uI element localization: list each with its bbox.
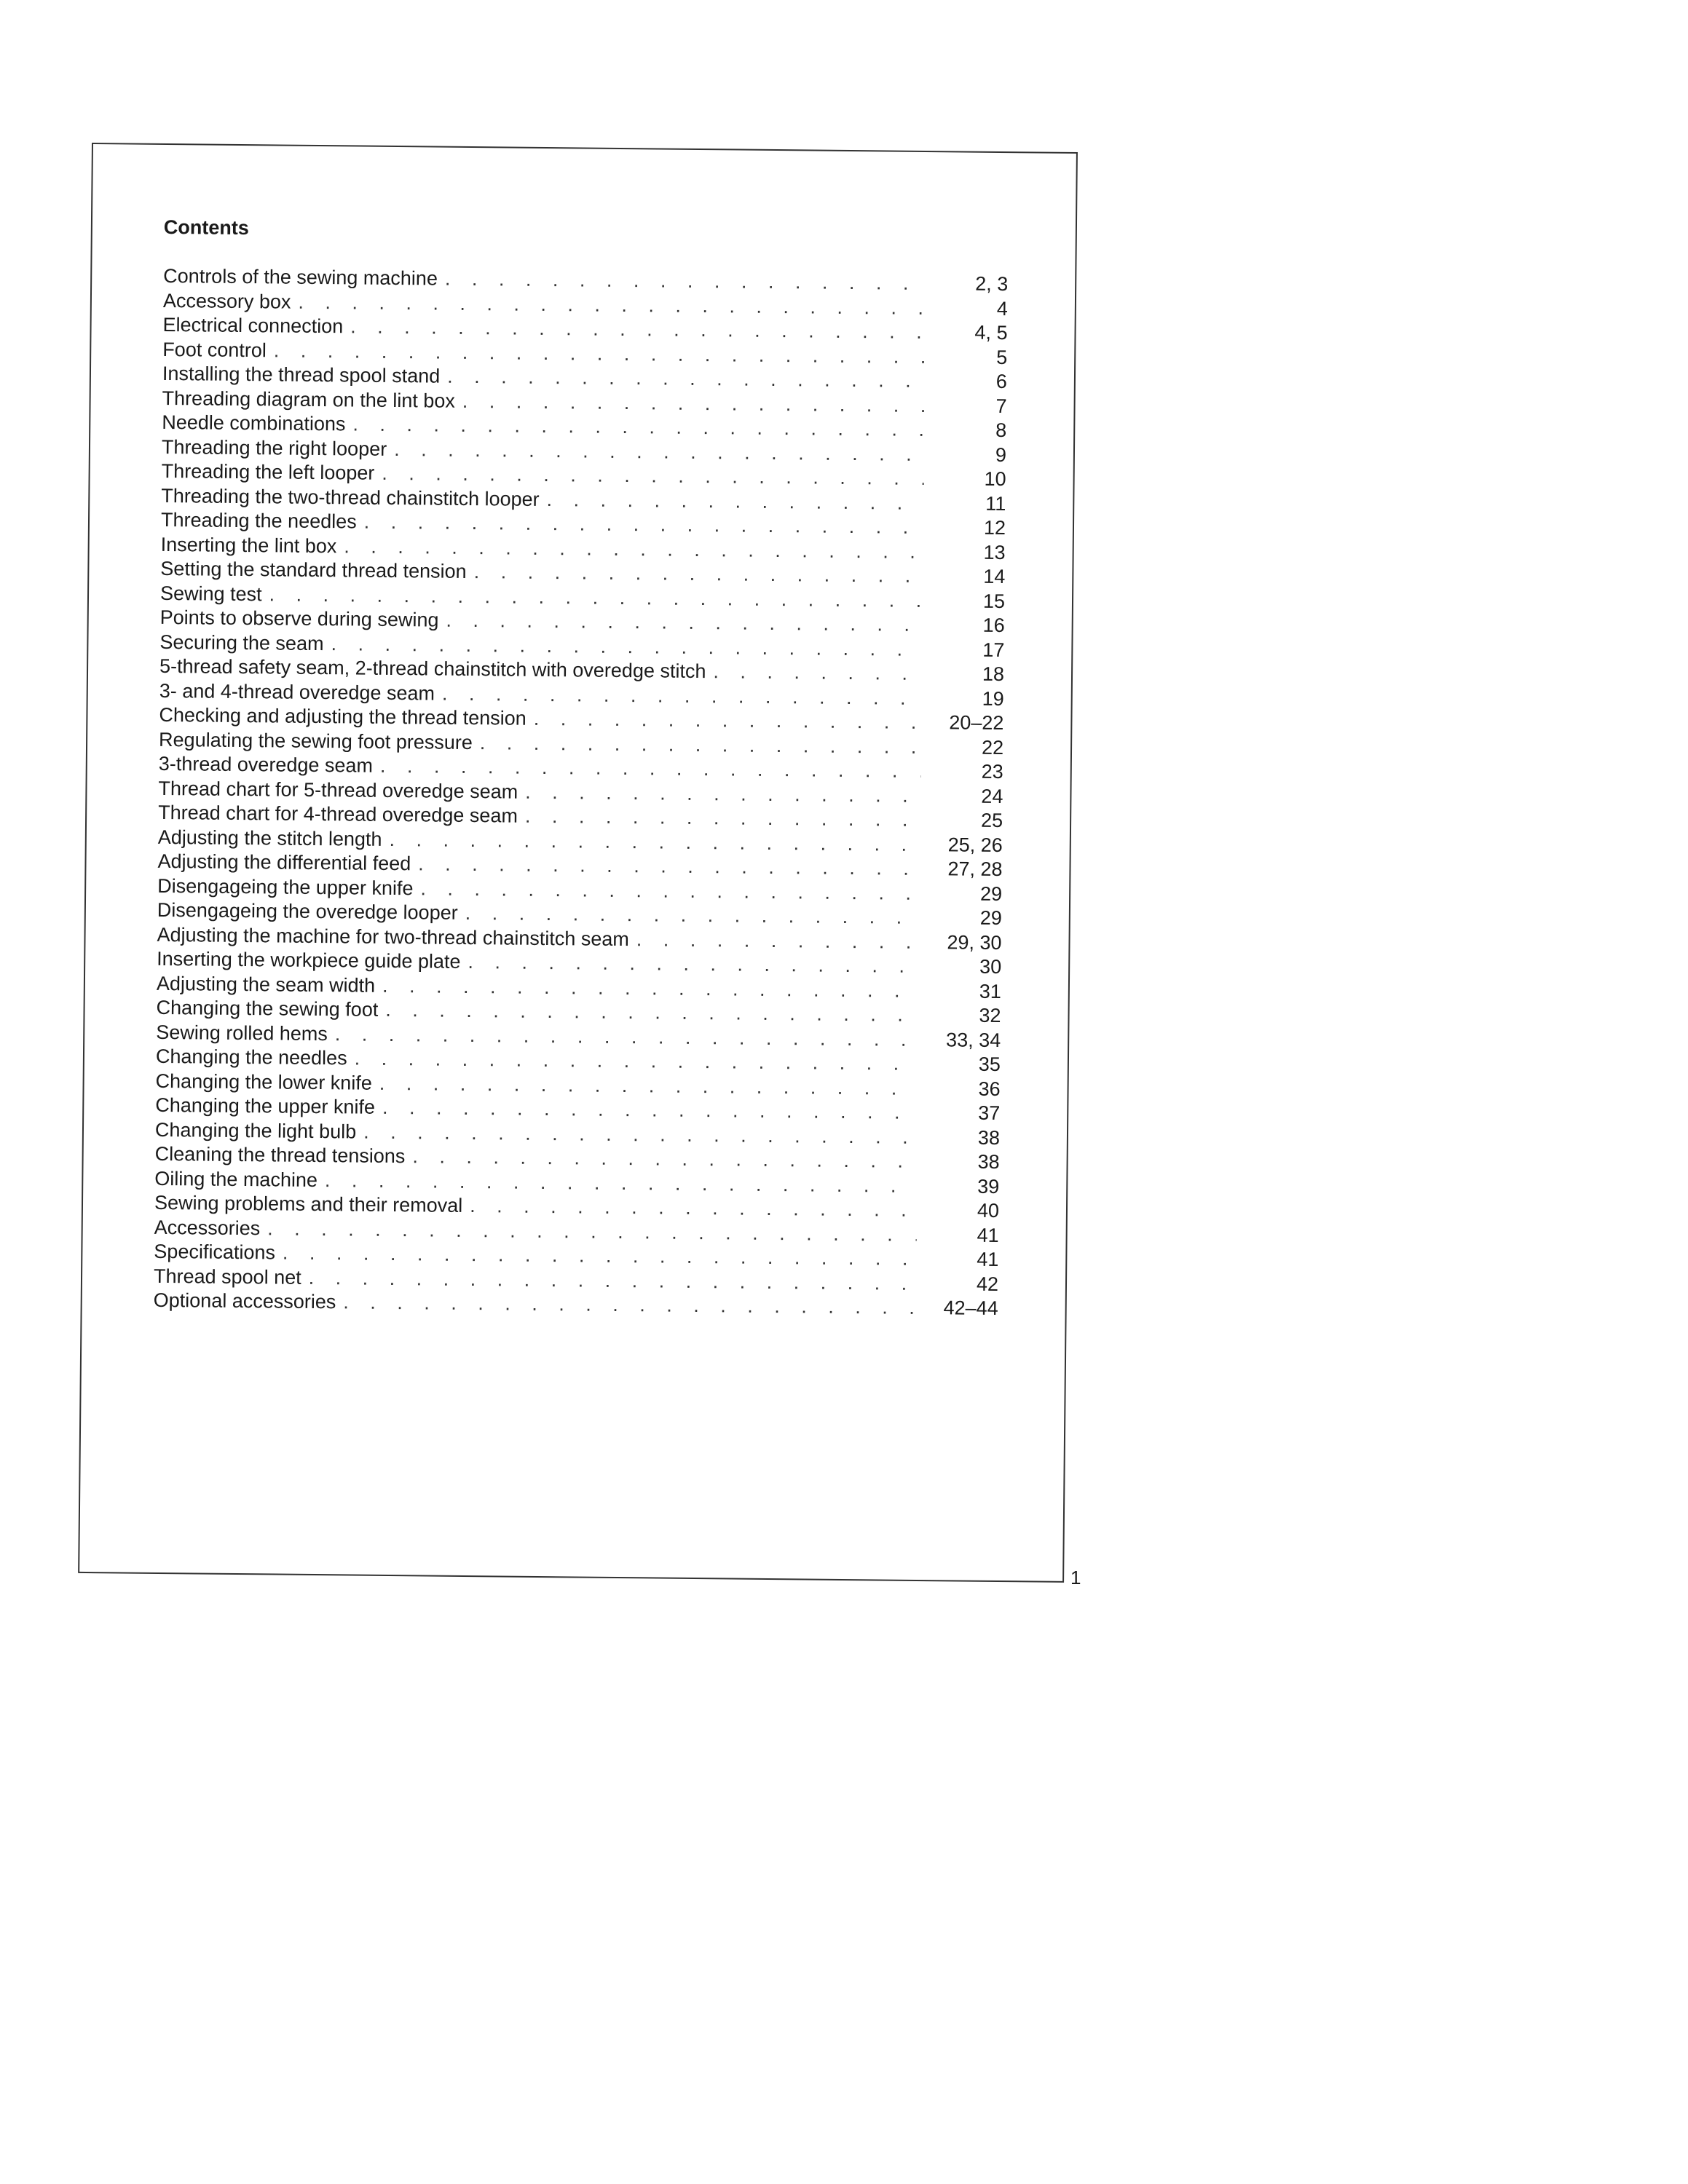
toc-entry-title: Sewing test [159, 582, 262, 605]
toc-entry-title: Changing the lower knife [155, 1069, 372, 1094]
toc-entry-pages: 38 [977, 1150, 1000, 1174]
contents-frame [78, 143, 1078, 1583]
dot-leader [546, 488, 923, 515]
toc-entry-title: Adjusting the differential feed [157, 850, 411, 875]
dot-leader [713, 660, 922, 686]
toc-entry-title: 3-thread overedge seam [158, 752, 374, 777]
toc-entry-pages: 40 [977, 1199, 1000, 1222]
toc-entry-title: Changing the sewing foot [156, 996, 379, 1021]
toc-entry-title: Installing the thread spool stand [162, 362, 441, 387]
toc-entry-title: Inserting the lint box [160, 533, 337, 557]
toc-entry-title: Securing the seam [159, 630, 324, 654]
dot-leader [343, 1290, 916, 1320]
toc-entry-title: Specifications [154, 1240, 276, 1264]
toc-entry-title: Needle combinations [162, 411, 346, 435]
toc-entry-title: Changing the light bulb [154, 1118, 357, 1143]
toc-entry-pages: 8 [995, 419, 1007, 442]
toc-entry-pages: 7 [995, 395, 1007, 417]
toc-entry-pages: 41 [977, 1224, 999, 1246]
table-of-contents [154, 264, 1009, 1321]
toc-entry-pages: 41 [977, 1248, 999, 1271]
dot-leader [525, 804, 921, 833]
toc-entry-pages: 32 [979, 1004, 1001, 1027]
toc-entry-title: Accessory box [162, 289, 291, 313]
toc-entry-pages: 14 [983, 565, 1006, 588]
toc-entry-pages: 15 [982, 590, 1006, 612]
toc-entry-pages: 24 [981, 785, 1003, 807]
toc-entry-title: Thread spool net [153, 1265, 301, 1289]
page-number: 1 [1070, 1567, 1081, 1588]
toc-entry-pages: 12 [983, 516, 1006, 539]
toc-entry-pages: 16 [982, 614, 1005, 637]
toc-entry-pages: 4, 5 [974, 321, 1008, 344]
toc-entry-title: Threading the needles [160, 508, 357, 533]
toc-entry-pages: 6 [995, 370, 1008, 393]
toc-entry-title: Thread chart for 5-thread overedge seam [158, 777, 518, 803]
toc-entry-pages: 25, 26 [947, 833, 1003, 856]
toc-entry-pages: 25 [980, 809, 1003, 832]
toc-entry-pages: 22 [981, 736, 1004, 759]
toc-entry-title: Accessories [154, 1216, 261, 1239]
toc-entry-title: Thread chart for 4-thread overedge seam [158, 801, 518, 827]
dot-leader [525, 780, 921, 808]
toc-entry-title: Regulating the sewing foot pressure [158, 728, 473, 753]
toc-entry-pages: 37 [978, 1101, 1001, 1125]
toc-entry-pages: 17 [982, 638, 1005, 661]
toc-entry-pages: 36 [978, 1077, 1001, 1100]
toc-entry-title: Adjusting the machine for two-thread chainstitch seam [157, 923, 630, 950]
toc-entry-pages: 38 [977, 1126, 1001, 1149]
toc-entry-title: Threading the left looper [161, 459, 375, 484]
toc-entry-pages: 19 [982, 687, 1004, 710]
toc-entry-pages: 20–22 [949, 711, 1004, 735]
toc-entry-title: Foot control [162, 338, 267, 361]
contents-heading: Contents [163, 215, 250, 240]
toc-entry-pages: 10 [984, 467, 1006, 491]
toc-entry-pages: 29, 30 [947, 930, 1002, 954]
toc-entry-title: Changing the needles [155, 1045, 347, 1069]
toc-entry-pages: 35 [978, 1053, 1001, 1076]
toc-entry-pages: 29 [979, 882, 1003, 905]
toc-entry-pages: 5 [996, 346, 1008, 368]
toc-entry-pages: 39 [977, 1175, 1000, 1198]
toc-entry-title: Sewing rolled hems [156, 1021, 328, 1045]
toc-entry-pages: 42–44 [943, 1297, 998, 1320]
toc-entry-title: Sewing problems and their removal [154, 1191, 463, 1216]
toc-entry-title: Cleaning the thread tensions [154, 1142, 406, 1168]
toc-entry-title: Disengageing the upper knife [157, 874, 414, 899]
toc-entry-pages: 18 [982, 662, 1005, 686]
toc-entry-title: Checking and adjusting the thread tension [159, 703, 526, 729]
toc-entry-title: Points to observe during sewing [159, 606, 439, 631]
toc-entry-title: Optional accessories [153, 1289, 336, 1313]
toc-entry-title: Disengageing the overedge looper [157, 898, 458, 924]
toc-entry-pages: 30 [979, 955, 1002, 978]
toc-entry-title: Changing the upper knife [155, 1093, 376, 1118]
toc-entry-pages: 29 [979, 906, 1002, 930]
toc-entry-title: Setting the standard thread tension [160, 557, 467, 582]
toc-entry-pages: 27, 28 [947, 858, 1003, 881]
toc-entry-title: Threading diagram on the lint box [162, 387, 456, 412]
toc-entry-pages: 33, 34 [946, 1028, 1001, 1051]
toc-entry-title: 3- and 4-thread overedge seam [159, 679, 435, 705]
dot-leader [636, 927, 920, 954]
toc-entry-pages: 4 [996, 297, 1009, 320]
toc-entry-pages: 9 [995, 443, 1007, 466]
toc-entry-pages: 11 [985, 492, 1006, 515]
toc-entry-pages: 42 [976, 1273, 999, 1295]
toc-entry-title: Controls of the sewing machine [163, 264, 438, 290]
toc-entry-title: Threading the two-thread chainstitch looper [161, 484, 540, 510]
toc-entry-title: 5-thread safety seam, 2-thread chainstitch with overedge stitch [159, 654, 706, 683]
toc-entry-title: Inserting the workpiece guide plate [157, 947, 461, 973]
toc-entry-title: Adjusting the stitch length [157, 826, 382, 850]
toc-entry-title: Oiling the machine [154, 1167, 318, 1191]
toc-entry-pages: 2, 3 [975, 272, 1009, 296]
toc-entry-title: Threading the right looper [161, 435, 387, 460]
toc-entry-title: Adjusting the seam width [156, 972, 376, 997]
toc-entry-pages: 13 [983, 541, 1006, 563]
toc-entry-title: Electrical connection [162, 313, 344, 338]
dot-leader [534, 707, 922, 735]
toc-entry-pages: 31 [979, 980, 1002, 1002]
toc-entry-pages: 23 [981, 760, 1003, 783]
